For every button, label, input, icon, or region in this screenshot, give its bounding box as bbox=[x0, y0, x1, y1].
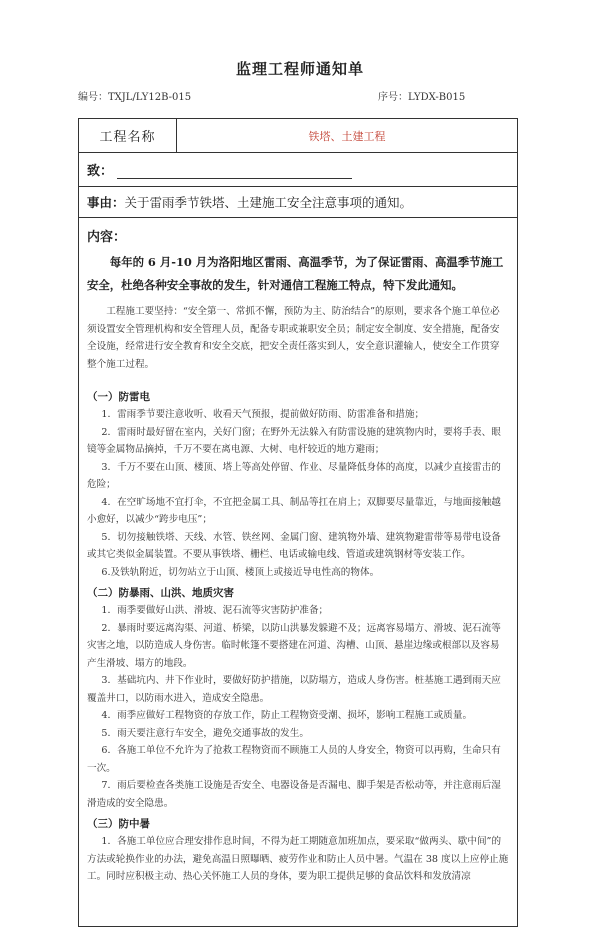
list-item: 1．各施工单位应合理安排作息时间，不得为赶工期随意加班加点，要采取“做两头、歇中间”的方法或轮换作业的办法，避免高温日照曝晒、疲劳作业和防止人员中暑。气温在 38 度以上应停止施工。同时应积极主动、热心关怀施工人员的身体，要为职工提供足够的食品饮料和发放清凉 bbox=[87, 836, 509, 882]
section-title-heatstroke: （三）防中暑 bbox=[87, 818, 150, 830]
list-item: 4．在空旷场地不宜打伞，不宜把金属工具、制品等扛在肩上；双脚要尽量靠近，与地面接触越小愈好，以减少“跨步电压”； bbox=[87, 496, 501, 525]
section-title-lightning: （一）防雷电 bbox=[87, 391, 150, 403]
intro-paragraph: 每年的 6 月-10 月为洛阳地区雷雨、高温季节，为了保证雷雨、高温季节施工安全，杜绝各种安全事故的发生，针对通信工程施工特点，特下发此通知。 bbox=[87, 255, 504, 292]
list-item: 2．雷雨时最好留在室内，关好门窗；在野外无法躲入有防雷设施的建筑物内时，要将手表、眼镜等金属物品摘掉，千万不要在离电源、大树、电杆较近的地方避雨； bbox=[87, 426, 501, 455]
content-cell bbox=[79, 218, 518, 927]
list-item: 4．雨季应做好工程物资的存放工作，防止工程物资受潮、损坏，影响工程施工或质量。 bbox=[101, 710, 473, 721]
list-item: 3．千万不要在山顶、楼顶、塔上等高处停留、作业、尽量降低身体的高度，以减少直接雷击的危险； bbox=[87, 461, 501, 490]
list-item: 3．基础坑内、井下作业时，要做好防护措施，以防塌方，造成人身伤害。桩基施工遇到雨天应覆盖井口，以防雨水进入，造成安全隐患。 bbox=[87, 675, 501, 704]
list-item: 6．各施工单位不允许为了抢救工程物资而不顾施工人员的人身安全，物资可以再购，生命只有一次。 bbox=[87, 745, 501, 774]
sequence-number: 序号：LYDX-B015 bbox=[378, 92, 466, 103]
list-item: 2．暴雨时要远离沟渠、河道、桥梁，以防山洪暴发躲避不及；远离容易塌方、滑坡、泥石流等灾害之地，以防造成人身伤害。临时帐篷不要搭建在河道、沟槽、山顶、悬崖边缘或根部以及容易产生滑坡、塌方的地段。 bbox=[87, 622, 501, 669]
subject-row bbox=[79, 187, 518, 218]
to-label: 致： bbox=[87, 164, 114, 179]
list-item: 7．雨后要检查各类施工设施是否安全、电器设备是否漏电、脚手架是否松动等，并注意雨后湿滑造成的安全隐患。 bbox=[87, 780, 501, 809]
list-item: 6.及铁轨附近，切勿站立于山顶、楼顶上或接近导电性高的物体。 bbox=[101, 566, 380, 578]
recipient-blank-line bbox=[117, 164, 352, 179]
list-item: 1．雷雨季节要注意收听、收看天气预报，提前做好防雨、防雷准备和措施； bbox=[101, 409, 425, 420]
recipient-row bbox=[79, 153, 518, 187]
project-name-label: 工程名称 bbox=[79, 119, 177, 153]
principle-paragraph: 工程施工要坚持：“安全第一、常抓不懈，预防为主、防治结合”的原则，要求各个施工单位必须设置安全管理机构和安全管理人员，配备专职或兼职安全员；制定安全制度、安全措施，配备安全设施，经常进行安全教育和安全交底，把安全责任落实到人，安全意识灌输人，使安全工作贯穿整个施工过程。 bbox=[87, 306, 500, 370]
list-item: 1．雨季要做好山洪、滑坡、泥石流等灾害防护准备； bbox=[101, 605, 329, 616]
section-title-rainstorm: （二）防暴雨、山洪、地质灾害 bbox=[87, 587, 234, 599]
list-item: 5．切勿接触铁塔、天线、水管、铁丝网、金属门窗、建筑物外墙、建筑物避雷带等易带电设备或其它类似金属装置。不要从事铁塔、栅栏、电话或输电线、管道或建筑钢材等安装工作。 bbox=[87, 531, 501, 560]
subject-label: 事由： bbox=[87, 195, 125, 210]
document-title: 监理工程师通知单 bbox=[235, 60, 364, 78]
subject-text: 关于雷雨季节铁塔、土建施工安全注意事项的通知。 bbox=[124, 195, 413, 210]
project-name-value: 铁塔、土建工程 bbox=[177, 119, 518, 153]
serial-number: 编号：TXJL/LY12B-015 bbox=[78, 92, 192, 103]
notice-form bbox=[78, 118, 518, 927]
list-item: 5．雨天要注意行车安全，避免交通事故的发生。 bbox=[101, 727, 309, 739]
content-label: 内容： bbox=[87, 230, 127, 245]
